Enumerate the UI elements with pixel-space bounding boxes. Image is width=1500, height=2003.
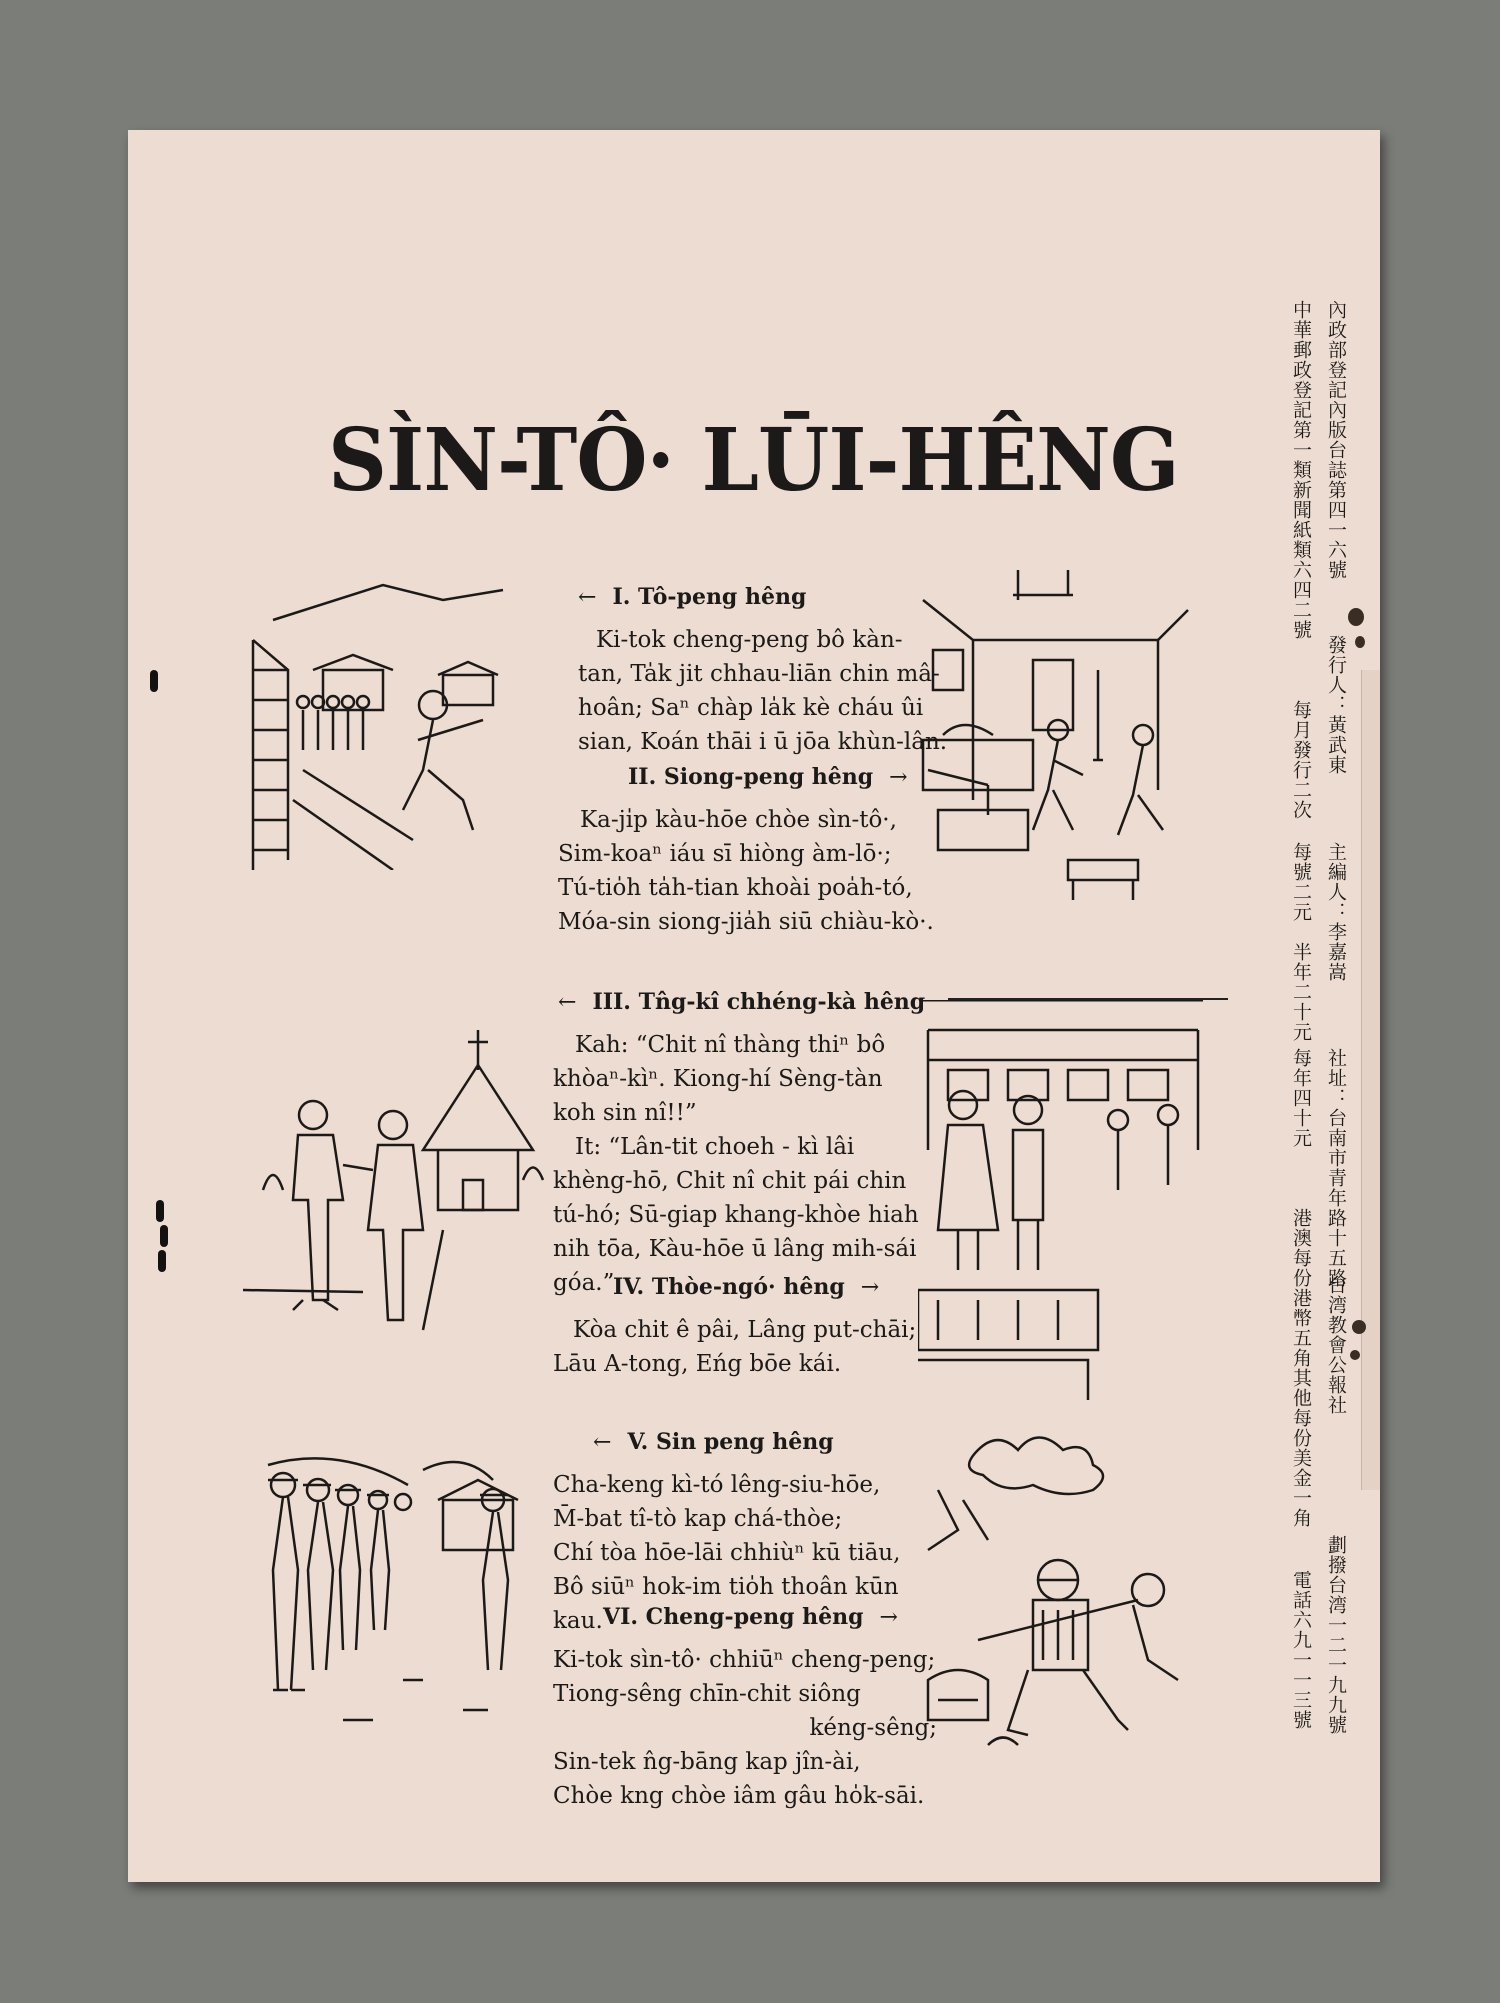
verse-line: Kah: “Chit nî thàng thiⁿ bô [575,1032,886,1058]
right-arrow-icon: → [879,1605,898,1630]
binding-hole [160,1225,168,1247]
illustration-soldiers-lineup [243,1440,563,1750]
section-heading: ← I. Tô-peng hêng [578,584,807,610]
verse-line: Ki-tok cheng-peng bô kàn- [596,627,903,653]
binding-hole [150,670,158,692]
section-heading: ← III. Tn̂g-kî chhéng-kà hêng [558,989,926,1015]
verse-line: Lāu A-tong, Eńg bōe kái. [553,1351,842,1377]
address-info: 社址：台南市青年路十五路 [1325,1048,1347,1288]
verse-line: tan, Ta̍k jit chhau-liān chin mâ- [578,661,940,687]
verse-line: kau. [553,1608,603,1634]
illustration-battle [918,1430,1218,1760]
right-arrow-icon: → [860,1275,880,1300]
binding-hole [156,1200,164,1222]
verse-line: Sim-koaⁿ iáu sī hiòng àm-lō·; [558,841,892,867]
publication-frequency: 每月發行二次 [1290,700,1312,820]
right-arrow-icon: → [889,765,908,790]
verse-line: sian, Koán thāi i ū jōa khùn-lân. [578,729,948,755]
verse-section-2 [558,760,938,939]
binding-hole [158,1250,166,1272]
verse-line: Kòa chit ê pâi, Lâng put-chāi; [573,1317,917,1343]
organization-name: 台湾教會公報社 [1325,1275,1347,1415]
verse-line: koh sin nî!!” [553,1100,697,1126]
postal-registration: 中華郵政登記第一類新聞紙類六四二號 [1290,300,1312,640]
ink-stain [1348,608,1364,626]
section-heading: II. Siong-peng hêng → [628,764,908,790]
verse-line: Tiong-sêng chīn-chit siông [553,1681,861,1707]
verse-line: góa.” [553,1270,615,1296]
verse-line: hoân; Saⁿ chàp la̍k kè cháu ûi [578,695,924,721]
verse-line: M̄-bat tî-tò kap chá-thòe; [553,1506,843,1532]
illustration-soldiers-training [243,570,563,870]
ink-stain [1350,1350,1360,1360]
section-heading: ← V. Sin peng hêng [593,1429,834,1455]
page-title: SÌN-TÔ· LŪI-HÊNG [328,410,1179,511]
registration-info: 內政部登記內版台誌第四一六號 [1325,300,1347,580]
verse-line: Ki-tok sìn-tô· chhiūⁿ cheng-peng; [553,1647,936,1673]
overseas-price: 港澳每份港幣五角其他每份美金一角 [1290,1208,1312,1528]
verse-line: Cha-keng kì-tó lêng-siu-hōe, [553,1472,881,1498]
phone-info: 電話六九一一三號 [1290,1570,1312,1730]
ink-stain [1352,1320,1366,1334]
left-arrow-icon: ← [593,1430,612,1455]
illustration-train-station [918,1000,1218,1400]
illustration-church-greeting [243,1030,563,1400]
verse-line: Chòe kng chòe iâm gâu ho̍k-sāi. [553,1783,925,1809]
section-heading: IV. Thòe-ngó· hêng → [613,1274,880,1300]
section-heading: VI. Cheng-peng hêng → [603,1604,898,1630]
verse-section-3 [553,985,926,1300]
binding-edge [1361,670,1380,1490]
editor-info: 主編人：李嘉嵩 [1325,842,1347,982]
verse-line: Tú-tio̍h ta̍h-tian khoài poa̍h-tó, [558,875,913,901]
verse-line: kéng-sêng; [809,1715,937,1741]
illustration-hospital-room [918,570,1208,900]
verse-line: Ka-ji̍p kàu-hōe chòe sìn-tô·, [580,807,897,833]
verse-line: khèng-hō, Chit nî chit pái chin [553,1168,907,1194]
left-arrow-icon: ← [558,990,577,1015]
verse-section-6 [553,1600,943,1813]
left-arrow-icon: ← [578,585,597,610]
verse-line: Bô siūⁿ hok-im tio̍h thoân kūn [553,1574,899,1600]
verse-section-4 [553,1270,933,1381]
magazine-page [128,130,1380,1882]
verse-line: Sin-tek n̂g-bāng kap jîn-ài, [553,1749,861,1775]
postal-transfer: 劃撥台湾一二一九九號 [1325,1535,1347,1735]
annual-price: 每年四十元 [1290,1048,1312,1148]
verse-section-1 [578,580,948,759]
publisher-info: 發行人：黃武東 [1325,635,1347,775]
ink-stain [1355,636,1365,648]
verse-line: Móa-sin siong-jia̍h siū chiàu-kò·. [558,909,934,935]
verse-line: Chí tòa hōe-lāi chhiùⁿ kū tiāu, [553,1540,901,1566]
verse-line: khòaⁿ-kìⁿ. Kiong-hí Sèng-tàn [553,1066,883,1092]
verse-line: It: “Lân-tit choeh - kì lâi [575,1134,855,1160]
verse-line: nih tōa, Kàu-hōe ū lâng mih-sái [553,1236,917,1262]
divider-line [948,998,1228,1000]
verse-line: tú-hó; Sū-giap khang-khòe hiah [553,1202,919,1228]
price-info: 每號二元 半年二十元 [1290,842,1312,1042]
